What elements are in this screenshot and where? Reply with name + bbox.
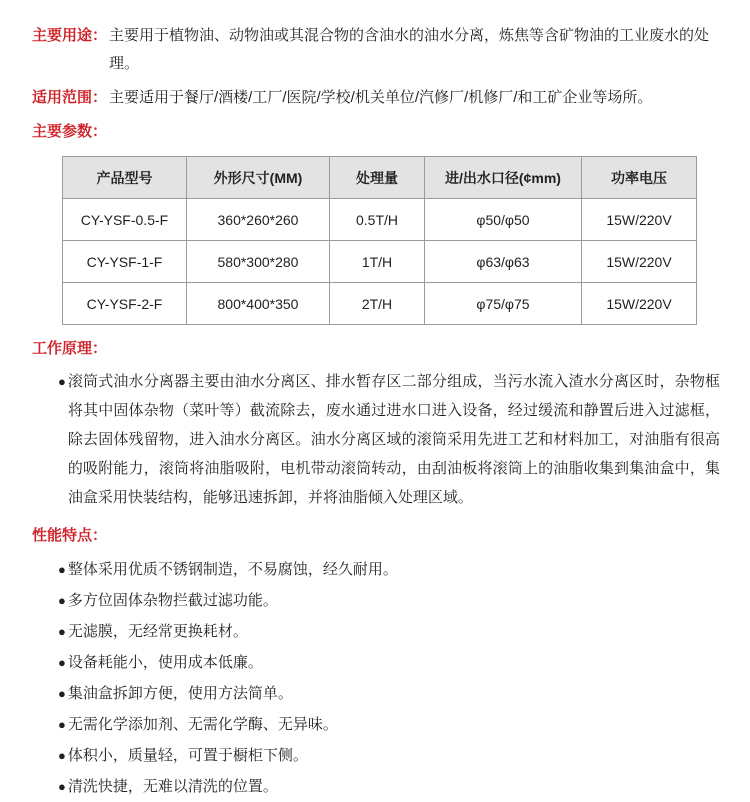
table-header-cell: 进/出水口径(¢mm) [425,157,582,199]
bullet-icon: ● [58,374,66,389]
scope-text: 主要适用于餐厅/酒楼/工厂/医院/学校/机关单位/汽修厂/机修厂/和工矿企业等场所。 [109,89,653,106]
bullet-icon: ● [58,562,66,577]
table-cell: 580*300*280 [187,241,330,283]
list-item [58,585,720,616]
scope-row [32,84,720,112]
table-cell: 15W/220V [582,199,697,241]
feature-text: 整体采用优质不锈钢制造，不易腐蚀，经久耐用。 [67,561,398,578]
table-cell: φ63/φ63 [425,241,582,283]
table-cell: CY-YSF-1-F [63,241,187,283]
principle-block [32,367,720,512]
feature-text: 设备耗能小，使用成本低廉。 [67,654,263,671]
features-label: 性能特点： [32,527,108,544]
bullet-icon: ● [58,624,66,639]
feature-text: 多方位固体杂物拦截过滤功能。 [67,592,278,609]
list-item [58,709,720,740]
feature-text: 清洗快捷，无难以清洗的位置。 [67,778,278,795]
purpose-row [32,22,720,78]
purpose-text: 主要用于植物油、动物油或其混合物的含油水的油水分离，炼焦等含矿物油的工业废水的处理。 [109,27,710,72]
scope-label: 适用范围： [32,89,108,106]
bullet-icon: ● [58,686,66,701]
table-cell: 1T/H [330,241,425,283]
bullet-icon: ● [58,779,66,794]
purpose-label: 主要用途： [32,27,108,44]
table-cell: 360*260*260 [187,199,330,241]
table-header-cell: 产品型号 [63,157,187,199]
bullet-icon: ● [58,717,66,732]
principle-paragraph [58,367,720,512]
principle-text: 滚筒式油水分离器主要由油水分离区、排水暂存区二部分组成，当污水流入渣水分离区时，杂物框将其中固体杂物（菜叶等）截流除去，废水通过进水口进入设备，经过缓流和静置后进入过滤框，除去固体残留物，进入油水分离区。油水分离区域的滚筒采用先进工艺和材料加工，对油脂有很高的吸附能力，滚筒将油脂吸附，电机带动滚筒转动，由刮油板将滚筒上的油脂收集到集油盒中，集油盒采用快装结构，能够迅速拆卸，并将油脂倾入处理区域。 [67,373,720,506]
list-item [58,740,720,771]
principle-label: 工作原理： [32,340,108,357]
table-row [63,199,697,241]
spec-table-wrapper [62,156,720,325]
feature-text: 无滤膜，无经常更换耗材。 [67,623,248,640]
bullet-icon: ● [58,655,66,670]
feature-text: 体积小，质量轻，可置于橱柜下侧。 [67,747,308,764]
table-cell: φ75/φ75 [425,283,582,325]
feature-text: 无需化学添加剂、无需化学酶、无异味。 [67,716,338,733]
table-cell: φ50/φ50 [425,199,582,241]
list-item [58,678,720,709]
bullet-icon: ● [58,748,66,763]
table-cell: 2T/H [330,283,425,325]
table-cell: 800*400*350 [187,283,330,325]
table-cell: 15W/220V [582,241,697,283]
list-item [58,616,720,647]
params-label: 主要参数： [32,123,108,140]
table-cell: CY-YSF-0.5-F [63,199,187,241]
table-header-cell: 外形尺寸(MM) [187,157,330,199]
list-item [58,647,720,678]
feature-list [58,554,720,802]
list-item [58,771,720,802]
bullet-icon: ● [58,593,66,608]
table-cell: 15W/220V [582,283,697,325]
table-header-row [63,157,697,199]
feature-text: 集油盒拆卸方便，使用方法简单。 [67,685,293,702]
table-header-cell: 处理量 [330,157,425,199]
list-item [58,554,720,585]
table-cell: 0.5T/H [330,199,425,241]
table-header-cell: 功率电压 [582,157,697,199]
table-cell: CY-YSF-2-F [63,283,187,325]
spec-table [62,156,697,325]
table-row [63,241,697,283]
table-row [63,283,697,325]
